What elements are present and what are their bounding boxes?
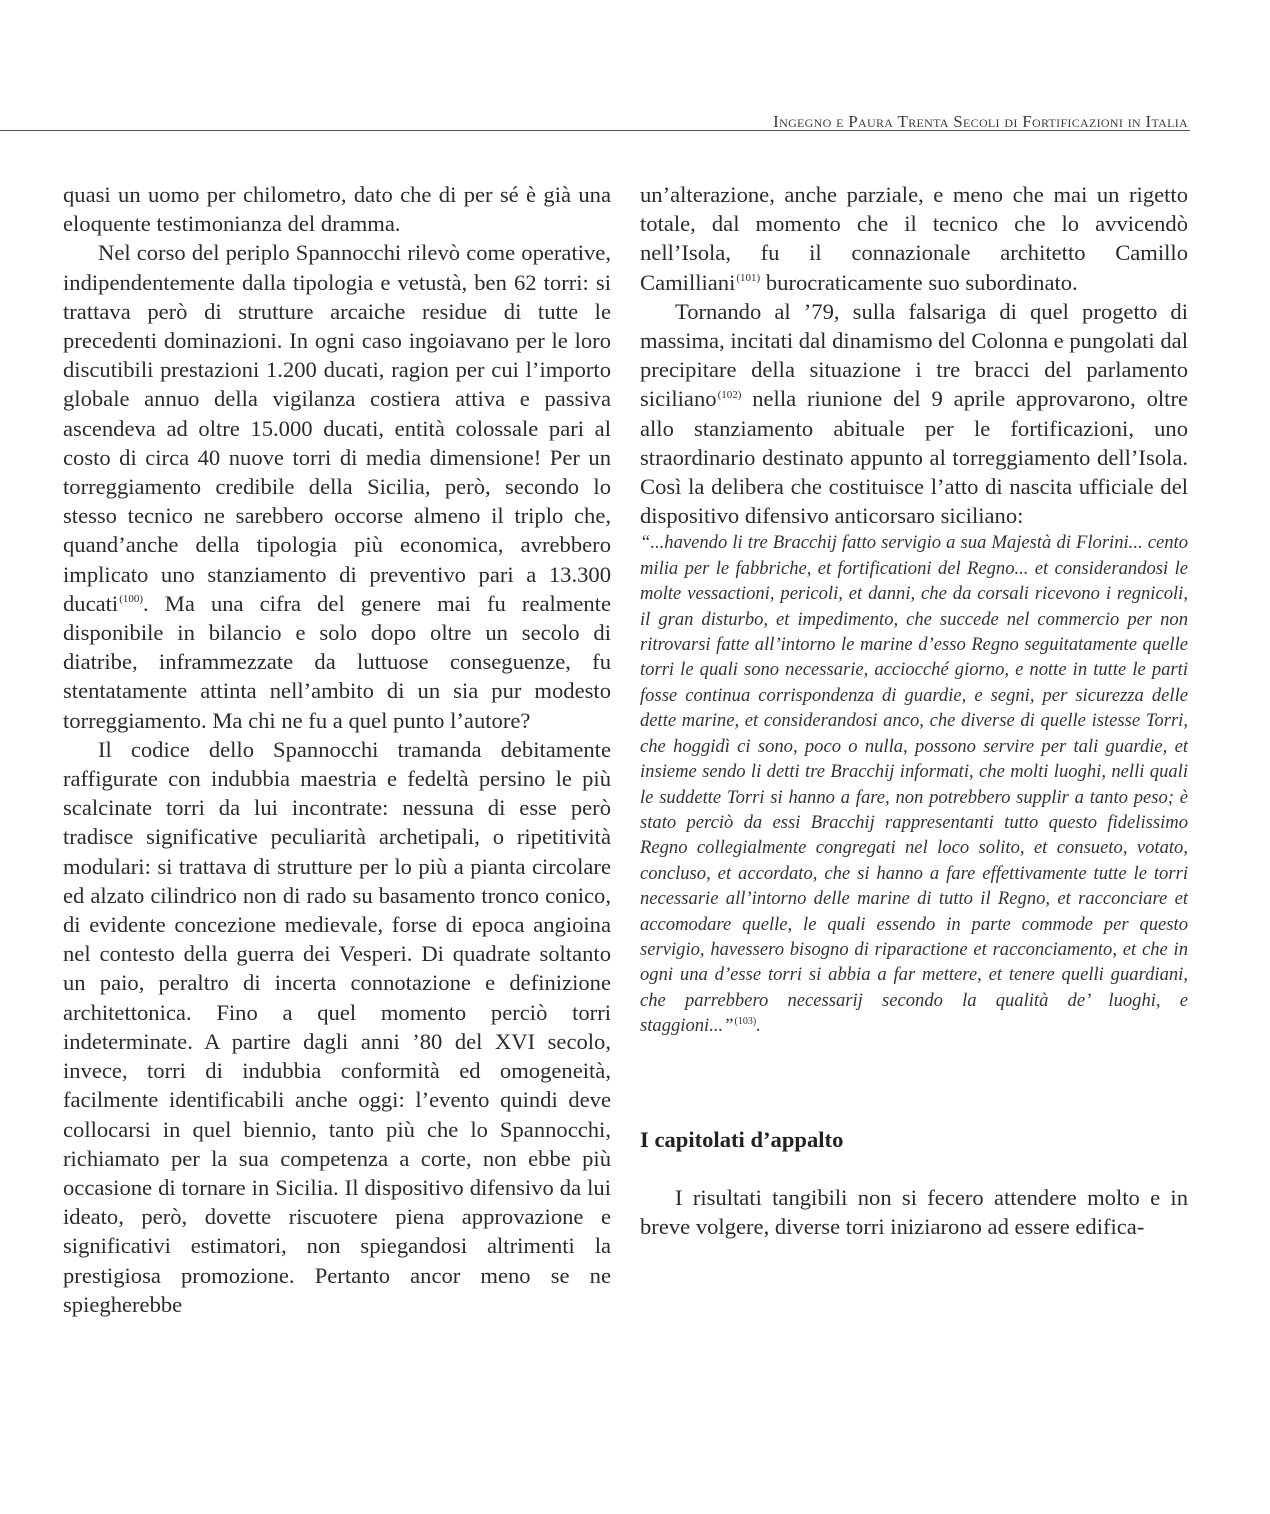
running-header: Ingegno e Paura Trenta Secoli di Fortificazioni in Italia: [773, 112, 1188, 131]
paragraph-text: Tornando al ’79, sulla falsariga di quel progetto di massima, incitati dal dinamismo del Colonna e pungolati dal precipitare della situazione i tre bracci del parlamento siciliano: [640, 298, 1188, 412]
section-heading: I capitolati d’appalto: [640, 1126, 844, 1152]
footnote-ref-100: (100): [119, 593, 144, 606]
quote-end: .: [756, 1015, 761, 1037]
paragraph-text: un’alterazione, anche parziale, e meno che mai un rigetto totale, dal momento che il tecnico che lo avvicendò nell’Isola, fu il connazionale architetto Camillo Camilliani: [640, 182, 1188, 295]
block-quote: [640, 530, 1188, 1038]
paragraph-text: nella riunione del 9 aprile approvarono, oltre allo stanziamento abituale per le fortificazioni, uno straordinario destinato appunto al torreggiamento dell’Isola. Così la delibera che costituisce l’atto di nascita ufficiale del dispositivo difensivo anticorsaro siciliano:: [640, 386, 1188, 529]
paragraph-codice: Il codice dello Spannocchi tramanda debitamente raffigurate con indubbia maestria e fedeltà persino le più scalcinate torri da lui incontrate: nessuna di esse però tradisce significative peculiarità archetipali, o ripetitività modulari: si trattava di strutture per lo più a pianta circolare ed alzato cilindrico non di rado su basamento tronco conico, di evidente concezione medievale, forse di epoca angioina nel contesto della guerra dei Vesperi. Di quadrate soltanto un paio, peraltro di incerta connotazione e definizione architettonica. Fino a quel momento perciò torri indeterminate. A partire dagli anni ’80 del XVI secolo, invece, torri di indubbia conformità ed omogeneità, facilmente identificabili anche oggi: l’evento quindi deve collocarsi in quel biennio, tanto più che lo Spannocchi, richiamato per la sua competenza a corte, non ebbe più occasione di tornare in Sicilia. Il dispositivo difensivo da lui ideato, però, dovette riscuotere piena approvazione e significativi estimatori, non spiegandosi altrimenti la prestigiosa promozione. Pertanto ancor meno se ne spiegherebbe: [63, 736, 611, 1317]
paragraph-text: Nel corso del periplo Spannocchi rilevò come operative, indipendentemente dalla tipologia e vetustà, ben 62 torri: si trattava però di strutture arcaiche residue di tutte le precedenti dominazioni. In ogni caso ingoiavano per le loro discutibili prestazioni 1.200 ducati, ragion per cui l’importo globale annuo della vigilanza costiera attiva e passiva ascendeva ad oltre 15.000 ducati, entità colossale pari al costo di circa 40 nuove torri di media dimensione! Per un torreggiamento credibile della Sicilia, però, secondo lo stesso tecnico ne sarebbero occorse almeno il triplo che, quand’anche della tipologia più economica, avrebbero implicato uno stanziamento di preventivo pari a 13.300 ducati: [63, 240, 611, 616]
header-rule: [0, 130, 1190, 131]
paragraph-text: burocraticamente suo subordinato.: [760, 269, 1078, 295]
footnote-ref-101: (101): [736, 272, 761, 285]
paragraph-risultati: I risultati tangibili non si fecero attendere molto e in breve volgere, diverse torri iniziarono ad essere edifica-: [640, 1184, 1188, 1239]
footnote-ref-102: (102): [717, 388, 742, 401]
paragraph-text: . Ma una cifra del genere mai fu realmente disponibile in bilancio e solo dopo oltre un secolo di diatribe, inframmezzate da luttuose conseguenze, fu stentatamente attinta nell’ambito di un sia pur modesto torreggiamento. Ma chi ne fu a quel punto l’autore?: [63, 590, 611, 733]
quote-text: “...havendo li tre Bracchij fatto servigio a sua Majestà di Florini... cento milia per le fabbriche, et fortificationi del Regno... et considerandosi le molte vessactioni, pericoli, et danni, che da corsali ricevono i regnicoli, il gran disturbo, et impedimento, che succede nel commercio per non ritrovarsi fatte all’intorno le marine d’esso Regno seguitatamente quelle torri le quali sono necessarie, acciocché giorno, e notte in tutte le parti fosse continua corrispondenza di guardie, e segni, per sicurezza delle dette marine, et considerandosi anco, che diverse di quelle istesse Torri, che hoggidì ci sono, poco o nulla, possono servire per tali guardie, et insieme sendo li detti tre Bracchij informati, che molti luoghi, nelli quali le suddette Torri si hanno a fare, non potrebbero supplir a tanto peso; è stato perciò da essi Bracchij rappresentanti tutto questo fidelissimo Regno collegialmente congregati nel loco solito, et consueto, votato, concluso, et accordato, che si hanno a fare effettivamente tutte le torri necessarie all’intorno delle marine di tutto il Regno, et racconciare et accomodare quelle, le quali essendo in parte commode per questo servigio, havessero bisogno di riparactione et racconciamento, et che in ogni una d’esse torri si abbia a far mettere, et tenere quelli guardiani, che parrebbero necessarij secondo la qualità de’ luoghi, e staggioni...”: [640, 532, 1188, 1037]
left-column: [63, 180, 611, 1319]
paragraph-continuation: quasi un uomo per chilometro, dato che di per sé è già una eloquente testimonianza del dramma.: [63, 182, 611, 237]
paragraph-tornando: [640, 297, 1188, 531]
paragraph-alterazione: [640, 180, 1188, 297]
right-column: [640, 180, 1188, 1241]
footnote-ref-103: (103): [734, 1015, 757, 1027]
paragraph-periplo: [63, 238, 611, 734]
